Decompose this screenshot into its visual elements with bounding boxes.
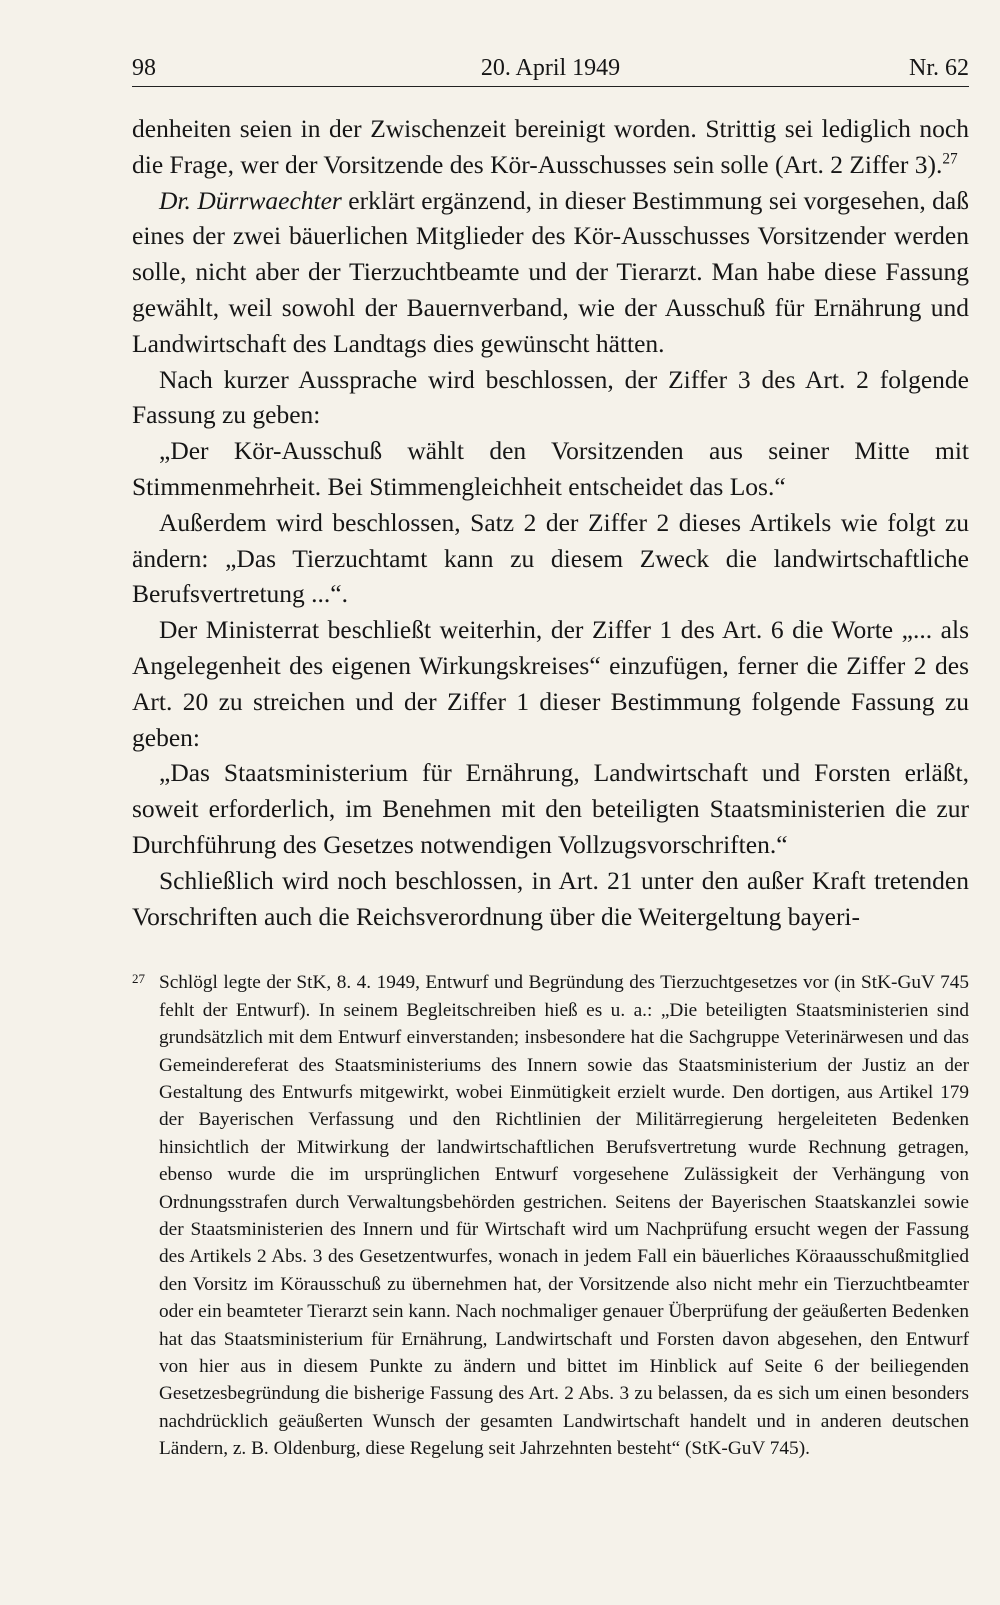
speaker-name: Dr. Dürrwaechter [159, 185, 342, 215]
paragraph: Nach kurzer Aussprache wird beschlossen, der Ziffer 3 des Art. 2 folgende Fassung zu geben: [132, 364, 969, 430]
paragraph [132, 111, 969, 183]
paragraph-text: erklärt ergänzend, in dieser Bestimmung sei vorgesehen, daß eines der zwei bäuerlichen Mitglieder des Kör-Ausschusses Vorsitzender werden solle, nicht aber der Tierzuchtbeamte und der Tierarzt. Man habe diese Fassung gewählt, weil sowohl der Bauernverband, wie der Ausschuß für Ernährung und Landwirtschaft des Landtags dies gewünscht hätten. [132, 185, 969, 358]
running-header [132, 50, 969, 87]
document-page [132, 50, 969, 1463]
footnote-reference: 27 [942, 150, 958, 168]
footnote-number: 27 [132, 971, 145, 987]
main-text [132, 111, 969, 934]
footnotes-section [132, 969, 969, 1462]
quoted-resolution: „Der Kör-Ausschuß wählt den Vorsitzenden aus seiner Mitte mit Stimmenmehrheit. Bei Stimmengleichheit entscheidet das Los.“ [132, 436, 969, 501]
paragraph: Der Ministerrat beschließt weiterhin, der Ziffer 1 des Art. 6 die Worte „... als Angelegenheit des eigenen Wirkungskreises“ einzufügen, ferner die Ziffer 2 des Art. 20 zu streichen und der Ziffer 1 dieser Bestimmung folgende Fassung zu geben: [132, 615, 969, 752]
paragraph-text: denheiten seien in der Zwischenzeit bereinigt worden. Strittig sei lediglich noch die Frage, wer der Vorsitzende des Kör-Ausschusses sein solle (Art. 2 Ziffer 3). [132, 114, 969, 179]
header-date: 20. April 1949 [480, 55, 621, 81]
paragraph: Schließlich wird noch beschlossen, in Art. 21 unter den außer Kraft tretenden Vorschriften auch die Reichsverordnung über die Weitergeltung bayeri- [132, 865, 969, 931]
header-issue-number: Nr. 62 [909, 55, 969, 81]
page-number: 98 [132, 55, 156, 81]
paragraph [132, 183, 969, 362]
paragraph: Außerdem wird beschlossen, Satz 2 der Ziffer 2 dieses Artikels wie folgt zu ändern: „Das Tierzuchtamt kann zu diesem Zweck die landwirtschaftliche Berufsvertretung ...“. [132, 507, 969, 609]
footnote-text: Schlögl legte der StK, 8. 4. 1949, Entwurf und Begründung des Tierzuchtgesetzes vor (in StK-GuV 745 fehlt der Entwurf). In seinem Begleitschreiben hieß es u. a.: „Die beteiligten Staatsministerien sind grundsätzlich mit dem Entwurf einverstanden; insbesondere hat die Sachgruppe Veterinärwesen und das Gemeindereferat des Staatsministeriums des Innern sowie das Staatsministerium der Justiz an der Gestaltung des Entwurfs mitgewirkt, wobei Einmütigkeit erzielt wurde. Den dortigen, aus Artikel 179 der Bayerischen Verfassung und den Richtlinien der Militärregierung hergeleiteten Bedenken hinsichtlich der Mitwirkung der landwirtschaftlichen Berufsvertretung wurde Rechnung getragen, ebenso wurde die im ursprünglichen Entwurf vorgesehene Zulässigkeit der Verhängung von Ordnungsstrafen durch Verwaltungsbehörden gestrichen. Seitens der Bayerischen Staatskanzlei sowie der Staatsministerien des Innern und für Wirtschaft wird um Nachprüfung ersucht wegen der Fassung des Artikels 2 Abs. 3 des Gesetzentwurfes, wonach in jedem Fall ein bäuerliches Köraausschußmitglied den Vorsitz im Körausschuß zu übernehmen hat, der Vorsitzende also nicht mehr ein Tierzuchtbeamter oder ein beamteter Tierarzt sein kann. Nach nochmaliger genauer Überprüfung der geäußerten Bedenken hat das Staatsministerium für Ernährung, Landwirtschaft und Forsten davon abgesehen, den Entwurf von hier aus in diesem Punkte zu ändern und bittet im Hinblick auf Seite 6 der beiliegenden Gesetzesbegründung die bisherige Fassung des Art. 2 Abs. 3 zu belassen, da es sich um einen besonders nachdrücklich geäußerten Wunsch der gesamten Landwirtschaft handelt und in anderen deutschen Ländern, z. B. Oldenburg, diese Regelung seit Jahrzehnten besteht“ (StK-GuV 745). [159, 972, 969, 1460]
quoted-resolution: „Das Staatsministerium für Ernährung, Landwirtschaft und Forsten erläßt, soweit erforderlich, im Benehmen mit den beteiligten Staatsministerien die zur Durchführung des Gesetzes notwendigen Vollzugsvorschriften.“ [132, 758, 969, 859]
footnote [132, 969, 969, 1462]
